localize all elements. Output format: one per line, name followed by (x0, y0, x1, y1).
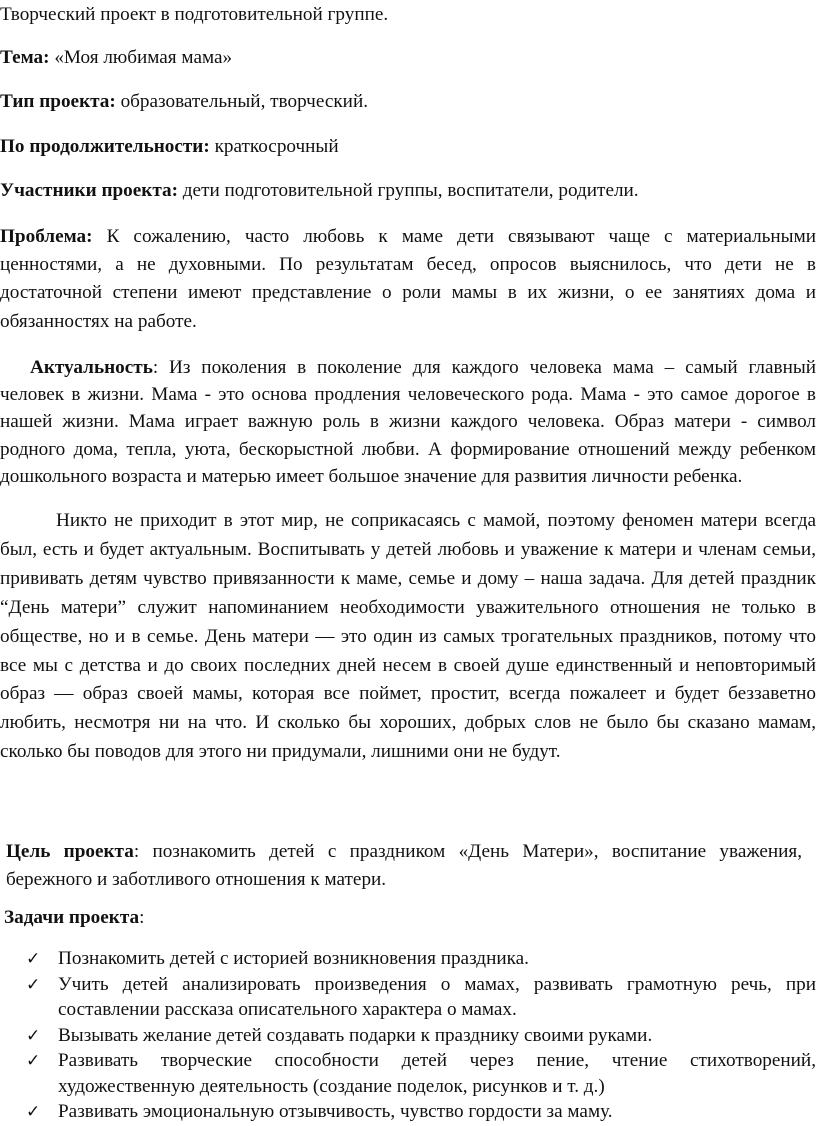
document-header: Творческий проект в подготовительной группе. (0, 4, 389, 25)
duration-line (0, 134, 816, 160)
goal-text: : познакомить детей с праздником «День Матери», воспитание уважения, бережного и заботливого отношения к матери. (6, 841, 803, 890)
problem-text: К сожалению, часто любовь к маме дети связывают чаще с материальными ценностями, а не духовными. По результатам бесед, опросов выяснилось, что дети не в достаточной степени имеют представление о роли мамы в их жизни, о ее занятиях дома и обязанностях на работе. (0, 226, 816, 332)
checkmark-icon: ✓ (26, 1051, 41, 1071)
tasks-heading (4, 905, 816, 931)
participants-value: дети подготовительной группы, воспитатели, родители. (182, 180, 639, 201)
type-value: образовательный, творческий. (120, 91, 369, 112)
checkmark-icon: ✓ (26, 949, 41, 969)
checkmark-icon: ✓ (26, 1102, 41, 1122)
tasks-list (26, 946, 816, 1125)
topic-label: Тема: (0, 47, 50, 68)
relevance-paragraph (0, 354, 816, 490)
checkmark-icon: ✓ (26, 1025, 41, 1046)
list-item: ✓ Развивать эмоциональную отзывчивость, чувство гордости за маму. (26, 1099, 816, 1125)
list-item: ✓ Познакомить детей с историей возникновения праздника. (26, 946, 816, 972)
tasks-colon: : (139, 907, 145, 928)
checkmark-icon: ✓ (26, 974, 41, 995)
type-label: Тип проекта: (0, 91, 116, 112)
duration-value: краткосрочный (214, 136, 339, 157)
relevance-text: : Из поколения в поколение для каждого человека мама – самый главный человек в жизни. Мама - это основа продления человеческого рода. Мама - это самое дорогое в нашей жизни. Мама играет важную роль в жизни каждого человека. Образ матери - символ родного дома, тепла, уюта, бескорыстной любви. А формирование отношений между ребенком дошкольного возраста и матерью имеет большое значение для развития личности ребенка. (0, 357, 816, 487)
problem-paragraph (0, 223, 816, 336)
goal-label: Цель проекта (6, 841, 134, 862)
duration-label: По продолжительности: (0, 136, 210, 157)
relevance-label: Актуальность (30, 357, 153, 378)
type-line (0, 89, 816, 115)
relevance-continued-paragraph (0, 507, 816, 767)
problem-label: Проблема: (0, 226, 93, 247)
topic-value: «Моя любимая мама» (54, 47, 233, 68)
participants-label: Участники проекта: (0, 180, 178, 201)
list-item: ✓ Развивать творческие способности детей через пение, чтение стихотворений, художественную деятельность (создание поделок, рисунков и т. д.) (26, 1050, 816, 1097)
tasks-label: Задачи проекта (4, 907, 140, 928)
list-item: ✓ Вызывать желание детей создавать подарки к празднику своими руками. (26, 1023, 816, 1049)
relevance-continued-text: Никто не приходит в этот мир, не соприкасаясь с мамой, поэтому феномен матери всегда был, есть и будет актуальным. Воспитывать у детей любовь и уважение к матери и членам семьи, прививать детям чувство привязанности к маме, семье и дому – наша задача. Для детей праздник “День матери” служит напоминанием необходимости уважительного отношения не только в обществе, но и в семье. День матери — это один из самых трогательных праздников, потому что все мы с детства и до своих последних дней несем в своей душе единственный и неповторимый образ — образ своей мамы, которая все поймет, простит, всегда пожалеет и будет беззаветно любить, несмотря ни на что. И сколько бы хороших, добрых слов не было бы сказано мамам, сколько бы поводов для этого ни придумали, лишними они не будут. (0, 510, 816, 763)
goal-paragraph (6, 838, 802, 894)
participants-line (0, 178, 816, 204)
list-item: ✓ Учить детей анализировать произведения о мамах, развивать грамотную речь, при составлении рассказа описательного характера о мамах. (26, 973, 816, 1020)
topic-line (0, 45, 816, 71)
